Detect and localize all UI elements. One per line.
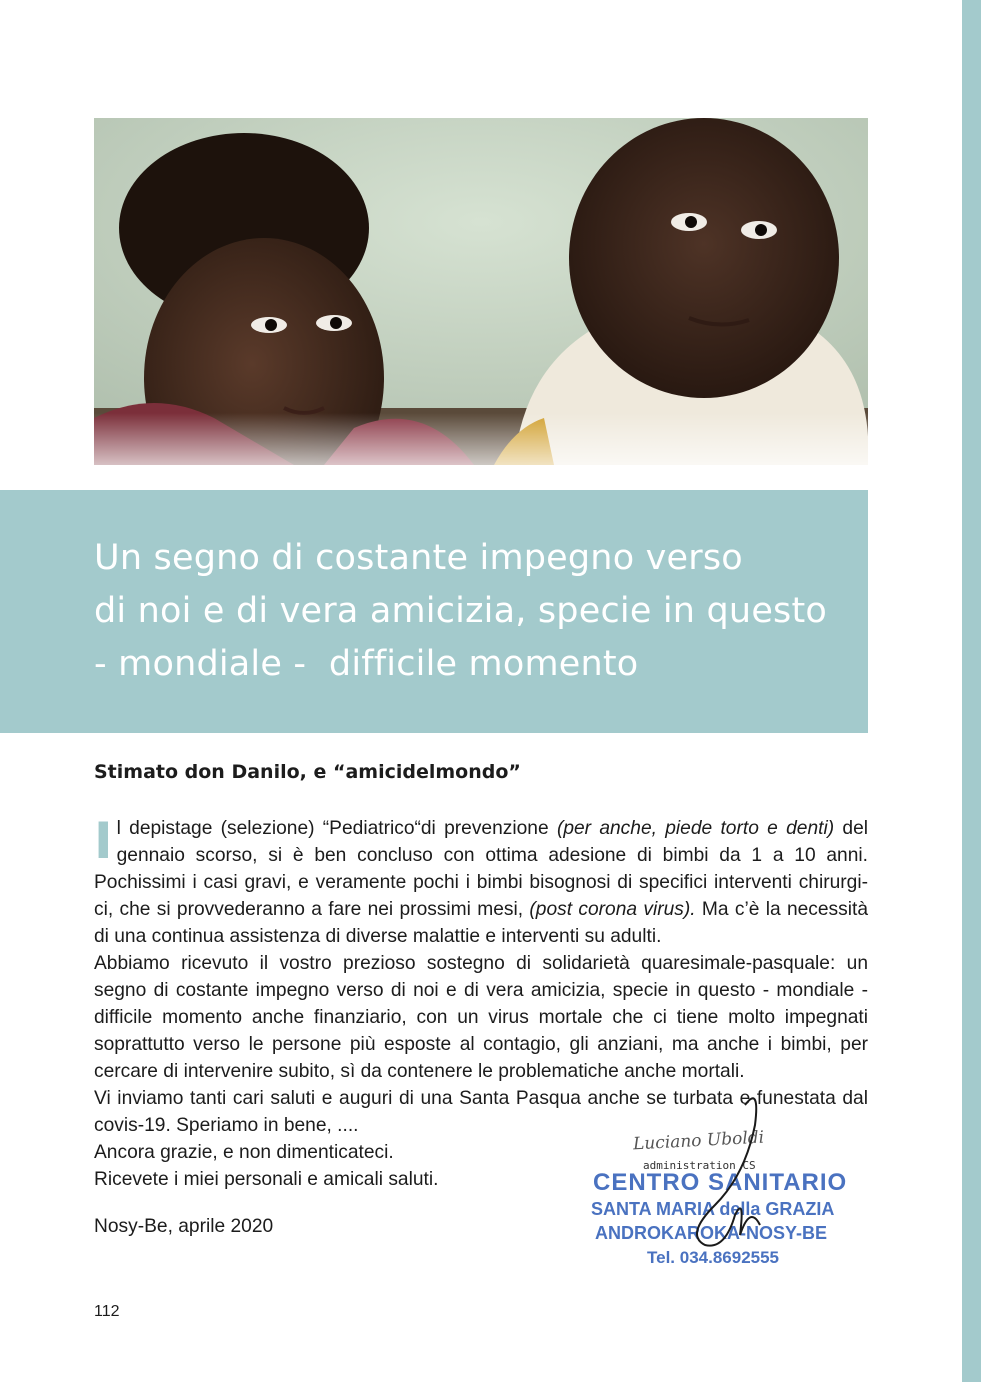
title-line-2: di noi e di vera amicizia, specie in questo: [94, 591, 828, 631]
page-number: 112: [94, 1303, 120, 1320]
stamp-admin-line: administration CS: [643, 1159, 756, 1172]
place-date: Nosy-Be, aprile 2020: [94, 1216, 274, 1237]
article-title: [94, 532, 854, 691]
p1-italic-d: (post corona virus).: [529, 899, 696, 920]
signature-name: Luciano Uboldi: [632, 1127, 765, 1155]
title-line-3: - mondiale - difficile momento: [94, 644, 639, 684]
paragraph-3: Vi inviamo tanti cari saluti e auguri di una Santa Pasqua anche se turbata e funestata dal covis-19. Speriamo in bene, ....: [94, 1088, 868, 1136]
p1-text-a: l depistage (selezione) “Pediatrico“di prevenzione: [116, 818, 557, 839]
paragraph-5: Ricevete i miei personali e amicali saluti.: [94, 1169, 439, 1190]
p1-text-c: del gennaio scorso, si è ben concluso con ottima adesione di bimbi da 1 a 10 anni. Pochissimi i casi gravi, e veramente pochi i bimbi bisognosi di specifici interventi chirurgi-ci, che si provvederanno a fare nei prossimi mesi,: [94, 818, 868, 920]
title-line-1: Un segno di costante impegno verso: [94, 538, 743, 578]
children-photo: [94, 118, 868, 465]
stamp-line-2: SANTA MARIA della GRAZIA: [591, 1199, 835, 1219]
stamp-line-3: ANDROKAROKA-NOSY-BE: [595, 1223, 828, 1243]
p1-text-e: Ma c’è la necessità di una continua assistenza di diverse malattie e interventi su adulti.: [94, 899, 869, 947]
paragraph-2: Abbiamo ricevuto il vostro prezioso sostegno di solidarietà quaresimale-pasquale: un segno di costante impegno verso di noi e di vera amicizia, specie in questo - mondiale - difficile momento anche finanziario, con un virus mortale che ci tiene molto impegnati soprattutto verso le persone più esposte al contagio, gli anziani, ma anche i bimbi, per cercare di intervenire subito, sì da contenere le problematiche anche mortali.: [94, 953, 868, 1082]
handwritten-signature-icon: [575, 1085, 875, 1275]
p1-italic-b: (per anche, piede torto e denti): [556, 818, 835, 839]
paragraph-4: Ancora grazie, e non dimenticateci.: [94, 1142, 394, 1163]
paragraph-1: [94, 812, 869, 950]
stamp-line-4: Tel. 034.8692555: [647, 1248, 780, 1267]
letter-salutation: Stimato don Danilo, e “amicidelmondo”: [94, 761, 521, 783]
stamp-line-1: CENTRO SANITARIO: [593, 1169, 848, 1196]
side-color-band: [962, 0, 981, 1382]
drop-cap: I: [94, 812, 113, 870]
clinic-stamp: [575, 1085, 875, 1275]
photo-illustration: [94, 118, 868, 465]
